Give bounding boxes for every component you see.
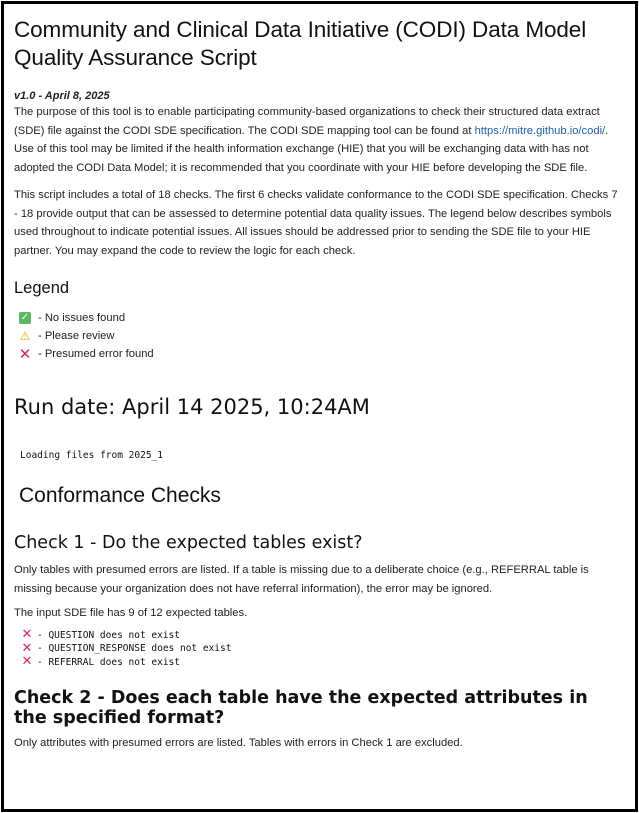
legend-item-label: - Please review [38, 330, 115, 342]
legend-item-label: - Presumed error found [38, 348, 154, 360]
check1-heading: Check 1 - Do the expected tables exist? [14, 533, 363, 553]
check2-heading: Check 2 - Does each table have the expected attributes in the specified format? [14, 688, 588, 728]
summary-paragraph: This script includes a total of 18 checks. The first 6 checks validate conformance to the CODI SDE specification. Checks 7 - 18 provide output that can be assessed to determine potential data quality issues. The legend below describes symbols used throughout to indicate potential issues. All issues should be addressed prior to sending the SDE file to your HIE partner. You may expand the code to review the logic for each check. [14, 189, 618, 257]
check1-count: The input SDE file has 9 of 12 expected tables. [14, 607, 248, 619]
intro-text-1: The purpose of this tool is to enable participating community-based organizations to check their structured data extract (SDE) file against the CODI SDE specification. The CODI SDE mapping tool can be found at [14, 106, 600, 137]
codi-link[interactable]: https://mitre.github.io/codi/ [474, 124, 606, 137]
x-icon: ✕ [18, 345, 32, 363]
error-row [21, 656, 622, 670]
conformance-heading: Conformance Checks [19, 484, 221, 507]
error-text: - QUESTION_RESPONSE does not exist [37, 643, 232, 655]
legend-item-no-issues [14, 309, 622, 327]
legend-heading: Legend [14, 279, 70, 297]
intro-text-2: . Use of this tool may be limited if the health information exchange (HIE) that you will be exchanging data with has not adopted the CODI Data Model; it is recommended that you coordinate with your HIE before developing the SDE file. [14, 124, 609, 174]
x-icon: ✕ [21, 627, 33, 643]
run-date-heading: Run date: April 14 2025, 10:24AM [14, 395, 370, 419]
x-icon: ✕ [21, 654, 33, 670]
error-text: - QUESTION does not exist [37, 629, 180, 641]
warning-icon: ⚠ [19, 329, 31, 343]
legend-item-error [14, 345, 622, 363]
error-row [21, 642, 622, 656]
check1-error-list [21, 629, 622, 670]
x-icon: ✕ [21, 640, 33, 656]
error-text: - REFERRAL does not exist [37, 656, 180, 668]
loading-output: Loading files from 2025_1 [20, 450, 163, 461]
version-label: v1.0 - April 8, 2025 [14, 90, 110, 102]
legend-item-review [14, 327, 622, 345]
notebook-page [14, 16, 622, 753]
page-title: Community and Clinical Data Initiative (CODI) Data Model Quality Assurance Script [14, 17, 587, 70]
check2-description: Only attributes with presumed errors are listed. Tables with errors in Check 1 are excluded. [14, 737, 463, 749]
legend-list [14, 309, 622, 363]
legend-item-label: - No issues found [38, 312, 126, 324]
intro-paragraph [14, 103, 622, 177]
check-icon: ✓ [20, 312, 30, 323]
error-row [21, 629, 622, 643]
check1-description: Only tables with presumed errors are listed. If a table is missing due to a deliberate choice (e.g., REFERRAL table is missing because your organization does not have referral information), the error may be ignored. [14, 564, 589, 595]
